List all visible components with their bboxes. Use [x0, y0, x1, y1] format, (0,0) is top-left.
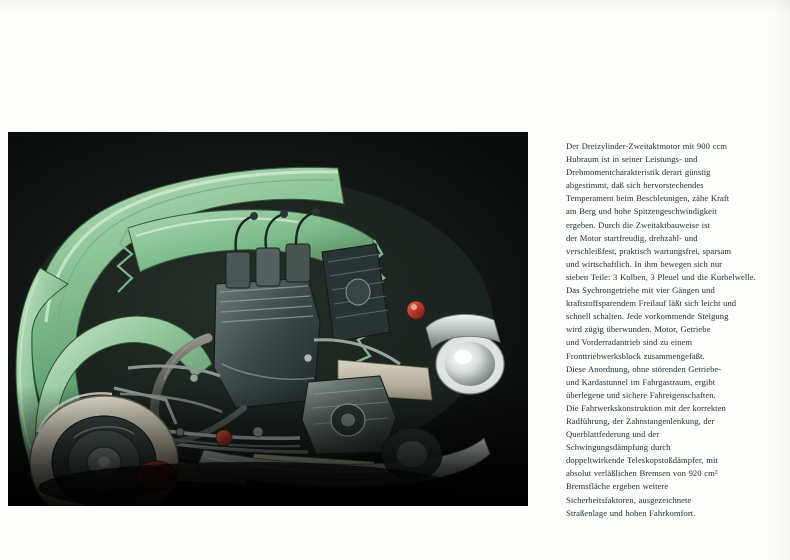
- text-line: Die Fahrwerkskonstruktion mit der korrekten: [566, 402, 726, 413]
- text-line: schnell schalten. Jede vorkommende Steigung: [566, 311, 729, 322]
- text-line: und Vorderradantrieb sind zu einem: [566, 337, 693, 348]
- text-line: Straßenlage und hohen Fahrkomfort.: [566, 507, 696, 518]
- text-line: kraftstoffsparendem Freilauf läßt sich leicht und: [566, 298, 737, 309]
- text-line: verschleißfest, praktisch wartungsfrei, sparsam: [566, 245, 732, 256]
- text-line: Schwingungsdämpfung durch: [566, 442, 671, 453]
- text-line: Drehmomentcharakteristik derart günstig: [566, 167, 711, 178]
- text-line: abgestimmt, daß sich hervorstechendes: [566, 180, 704, 191]
- text-line: Querblattfederung und der: [566, 429, 660, 440]
- page-edge-shading: [772, 0, 790, 560]
- description-text-column: [566, 140, 766, 520]
- text-line: Sicherheitsfaktoren, ausgezeichnete: [566, 494, 692, 505]
- illustration-ground-shadow: [8, 386, 528, 506]
- text-line: Diese Anordnung, ohne störenden Getriebe-: [566, 363, 722, 374]
- text-line: überlegene und sichere Fahreigenschaften.: [566, 389, 716, 400]
- text-line: am Berg und hohe Spitzengeschwindigkeit: [566, 206, 717, 217]
- text-line: Bremsfläche ergeben weitere: [566, 481, 669, 492]
- text-line: sieben Teile: 3 Kolben, 3 Pleuel und die Kurbelwelle.: [566, 271, 756, 282]
- text-line: Temperament beim Bescbleunigen, zähe Kraft: [566, 193, 730, 204]
- text-line: der Motor startfreudig, drehzahl- und: [566, 232, 698, 243]
- text-line: doppeltwirkende Teleskopstoßdämpfer, mit: [566, 455, 718, 466]
- text-line: Das Sychrongetriebe mit vier Gängen und: [566, 285, 715, 296]
- text-line: absolut verläßlichen Bremsen von 920 cm²: [566, 468, 718, 479]
- text-line: Hubraum ist in seiner Leistungs- und: [566, 154, 698, 165]
- text-line: und Kardastunnel im Fahrgastraum, ergibt: [566, 376, 716, 387]
- text-line: ergeben. Durch die Zweitaktbauweise ist: [566, 219, 710, 230]
- text-line: und wirtschaftlich. In ihm bewegen sich nur: [566, 258, 723, 269]
- illustration-canvas: [8, 132, 528, 506]
- text-line: Fronttriebwerksblock zusammengefaßt.: [566, 350, 705, 361]
- text-line: Der Dreizylinder-Zweitaktmotor mit 900 ccm: [566, 141, 728, 151]
- text-line: wird zügig überwunden. Motor, Getriebe: [566, 324, 711, 335]
- illustration-plate: [8, 132, 528, 506]
- text-line: Radführung, der Zahnstangenlenkung, der: [566, 415, 715, 426]
- page-top-shading: [0, 0, 790, 14]
